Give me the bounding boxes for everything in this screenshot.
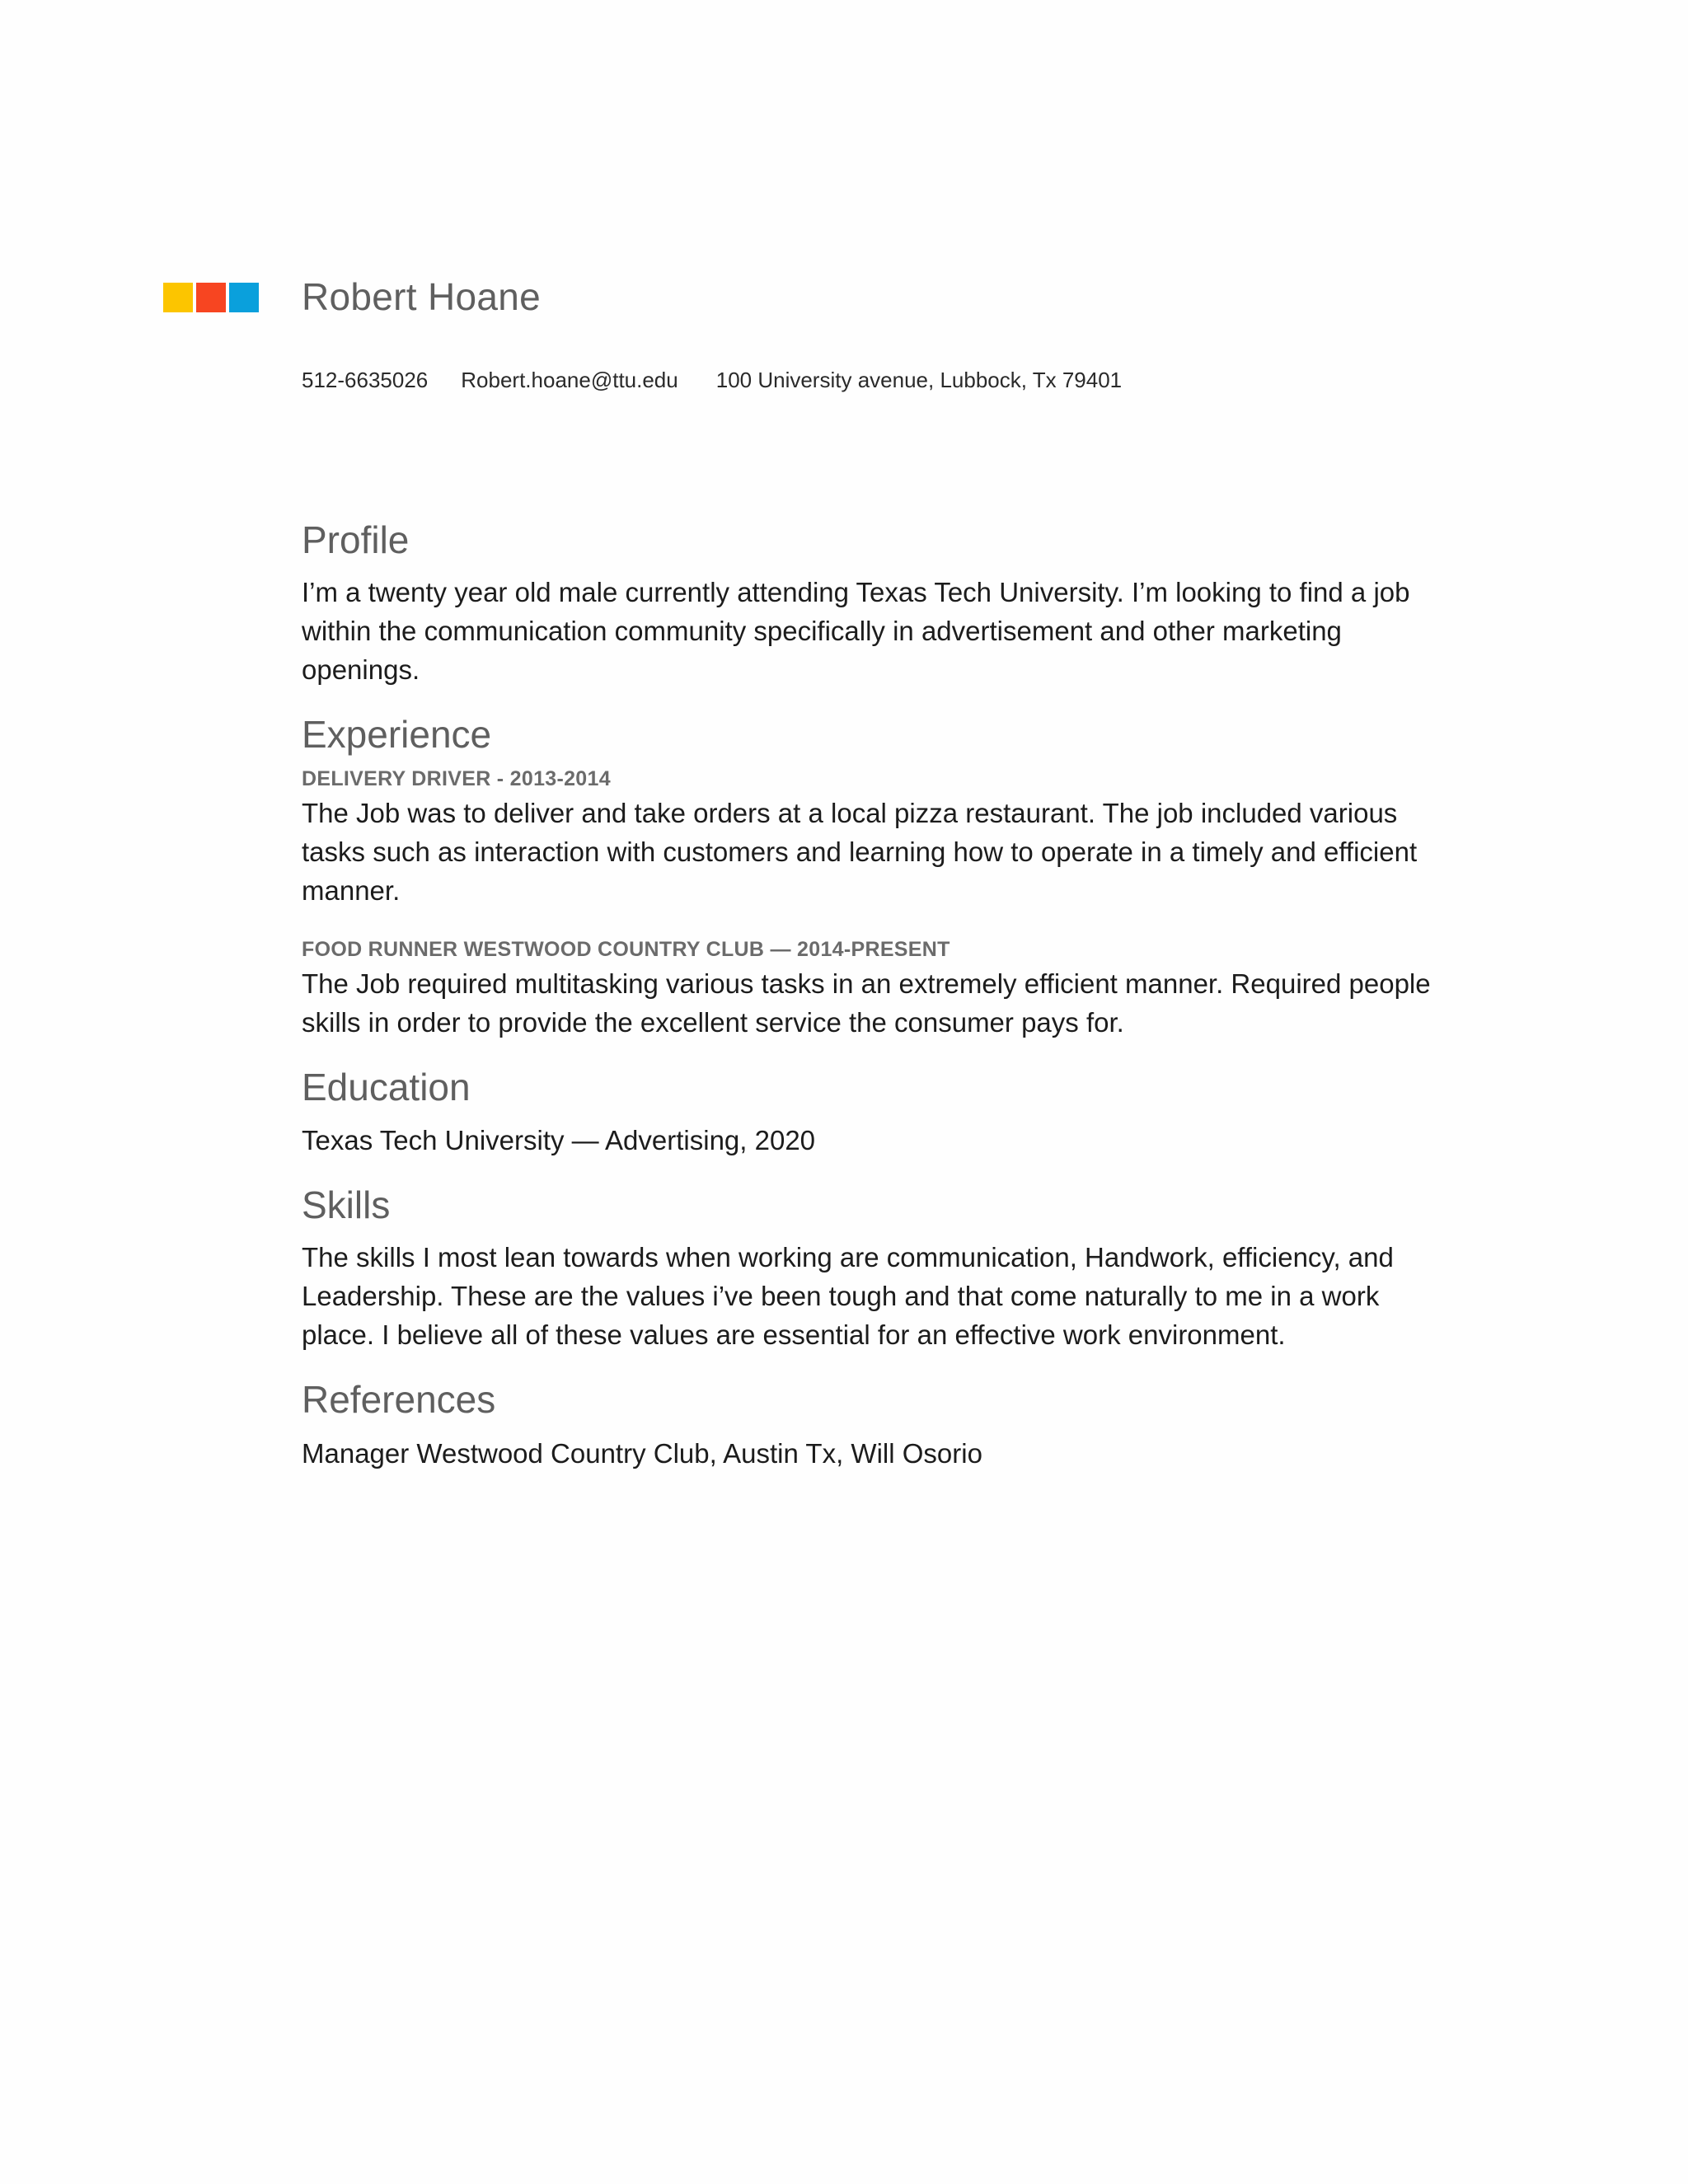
candidate-name: Robert Hoane bbox=[302, 275, 541, 318]
job-description: The Job required multitasking various tasks in an extremely efficient manner. Required people skills in order to provide the excellent service the consumer pays for. bbox=[302, 968, 1431, 1038]
references-heading: References bbox=[302, 1377, 496, 1421]
skills-text: The skills I most lean towards when working are communication, Handwork, efficiency, and Leadership. These are the values i’ve been tough and that come naturally to me in a work place. I believe all of these values are essential for an effective work environment. bbox=[302, 1241, 1394, 1350]
color-blocks-logo bbox=[163, 283, 259, 312]
email-address: Robert.hoane@ttu.edu bbox=[461, 368, 678, 392]
yellow-square bbox=[163, 283, 193, 312]
phone-number: 512-6635026 bbox=[302, 368, 429, 392]
profile-section bbox=[302, 518, 1439, 689]
experience-heading: Experience bbox=[302, 713, 492, 757]
job-entry bbox=[302, 935, 1439, 1042]
education-section bbox=[302, 1065, 1439, 1159]
references-text: Manager Westwood Country Club, Austin Tx, Will Osorio bbox=[302, 1437, 982, 1469]
references-section bbox=[302, 1377, 1439, 1473]
blue-square bbox=[229, 283, 259, 312]
job-title: FOOD RUNNER WESTWOOD COUNTRY CLUB — 2014-PRESENT bbox=[302, 938, 950, 962]
job-description: The Job was to deliver and take orders at a local pizza restaurant. The job included various tasks such as interaction with customers and learning how to operate in a timely and efficient manner. bbox=[302, 798, 1418, 907]
contact-info bbox=[302, 368, 1122, 393]
education-heading: Education bbox=[302, 1066, 471, 1109]
profile-text: I’m a twenty year old male currently attending Texas Tech University. I’m looking to find a job within the communication community specifically in advertisement and other marketing openings. bbox=[302, 577, 1410, 686]
profile-heading: Profile bbox=[302, 518, 410, 561]
job-title: DELIVERY DRIVER - 2013-2014 bbox=[302, 767, 611, 791]
skills-section bbox=[302, 1183, 1439, 1354]
red-square bbox=[196, 283, 226, 312]
education-text: Texas Tech University — Advertising, 2020 bbox=[302, 1124, 816, 1155]
skills-heading: Skills bbox=[302, 1183, 391, 1226]
street-address: 100 University avenue, Lubbock, Tx 79401 bbox=[715, 368, 1123, 392]
experience-section bbox=[302, 712, 1439, 1042]
resume-content bbox=[302, 518, 1439, 1473]
job-entry bbox=[302, 764, 1439, 910]
